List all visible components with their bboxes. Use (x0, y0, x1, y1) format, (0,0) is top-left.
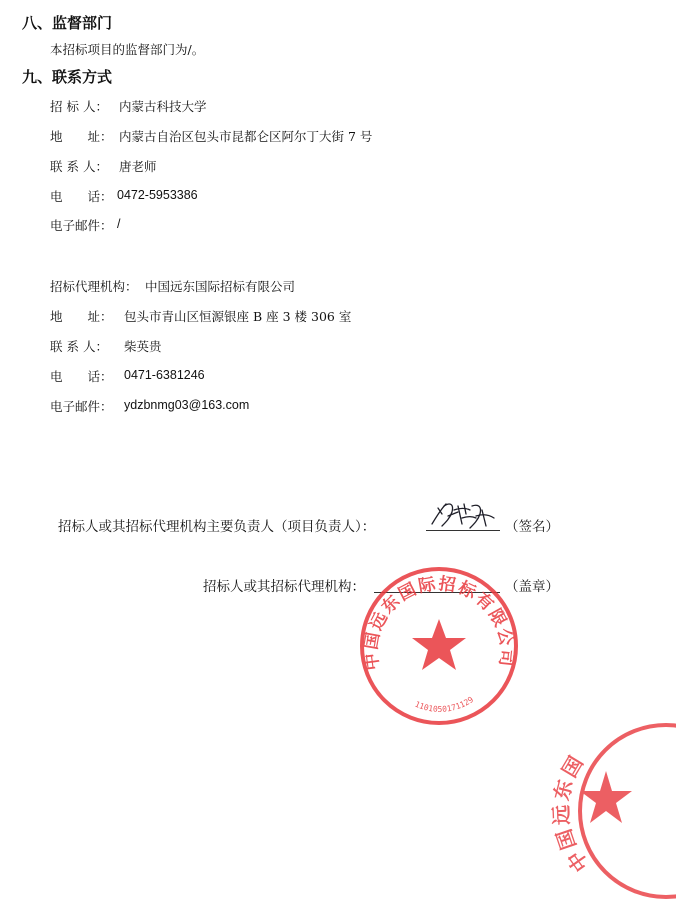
agency-contact: 柴英贵 (124, 339, 162, 354)
tenderer-contact: 唐老师 (119, 159, 157, 174)
handwritten-signature (428, 498, 500, 532)
seal-star-icon (412, 619, 466, 670)
seal-number-text: 1101050171129 (413, 695, 476, 714)
agency-contact-label: 联 系 人： (50, 339, 108, 354)
section-8-title: 八、监督部门 (22, 14, 113, 32)
seal-label: 招标人或其招标代理机构： (203, 579, 365, 595)
tenderer-email: / (117, 217, 121, 231)
agency-email-label: 电子邮件： (50, 399, 113, 414)
section-9-title: 九、联系方式 (22, 68, 113, 86)
seal-suffix: （盖章） (505, 579, 559, 595)
section-8-text: 本招标项目的监督部门为/。 (50, 42, 205, 57)
company-seal (358, 565, 520, 727)
agency-address-label: 地 址： (50, 309, 113, 324)
agency-phone-label: 电 话： (50, 369, 113, 384)
seal-company-text: 中国远东国际招标有限公司 (361, 574, 517, 672)
agency-address: 包头市青山区恒源银座 B 座 3 楼 306 室 (124, 309, 352, 324)
signature-label: 招标人或其招标代理机构主要负责人（项目负责人）： (58, 519, 376, 535)
signature-suffix: （签名） (505, 519, 559, 535)
tenderer-name-label: 招 标 人： (50, 99, 108, 114)
partial-seal-text: 中国远东国 (548, 749, 594, 877)
tenderer-address-label: 地 址： (50, 129, 113, 144)
tenderer-name: 内蒙古科技大学 (119, 99, 207, 114)
tenderer-phone: 0472-5953386 (117, 188, 198, 202)
agency-name: 中国远东国际招标有限公司 (145, 279, 296, 294)
tenderer-address: 内蒙古自治区包头市昆都仑区阿尔丁大街 7 号 (119, 129, 373, 144)
agency-name-label: 招标代理机构： (50, 279, 138, 294)
partial-seal (548, 715, 676, 902)
tenderer-email-label: 电子邮件： (50, 218, 113, 233)
agency-phone: 0471-6381246 (124, 368, 205, 382)
tenderer-contact-label: 联 系 人： (50, 159, 108, 174)
tenderer-phone-label: 电 话： (50, 189, 113, 204)
agency-email: ydzbnmg03@163.com (124, 398, 250, 412)
